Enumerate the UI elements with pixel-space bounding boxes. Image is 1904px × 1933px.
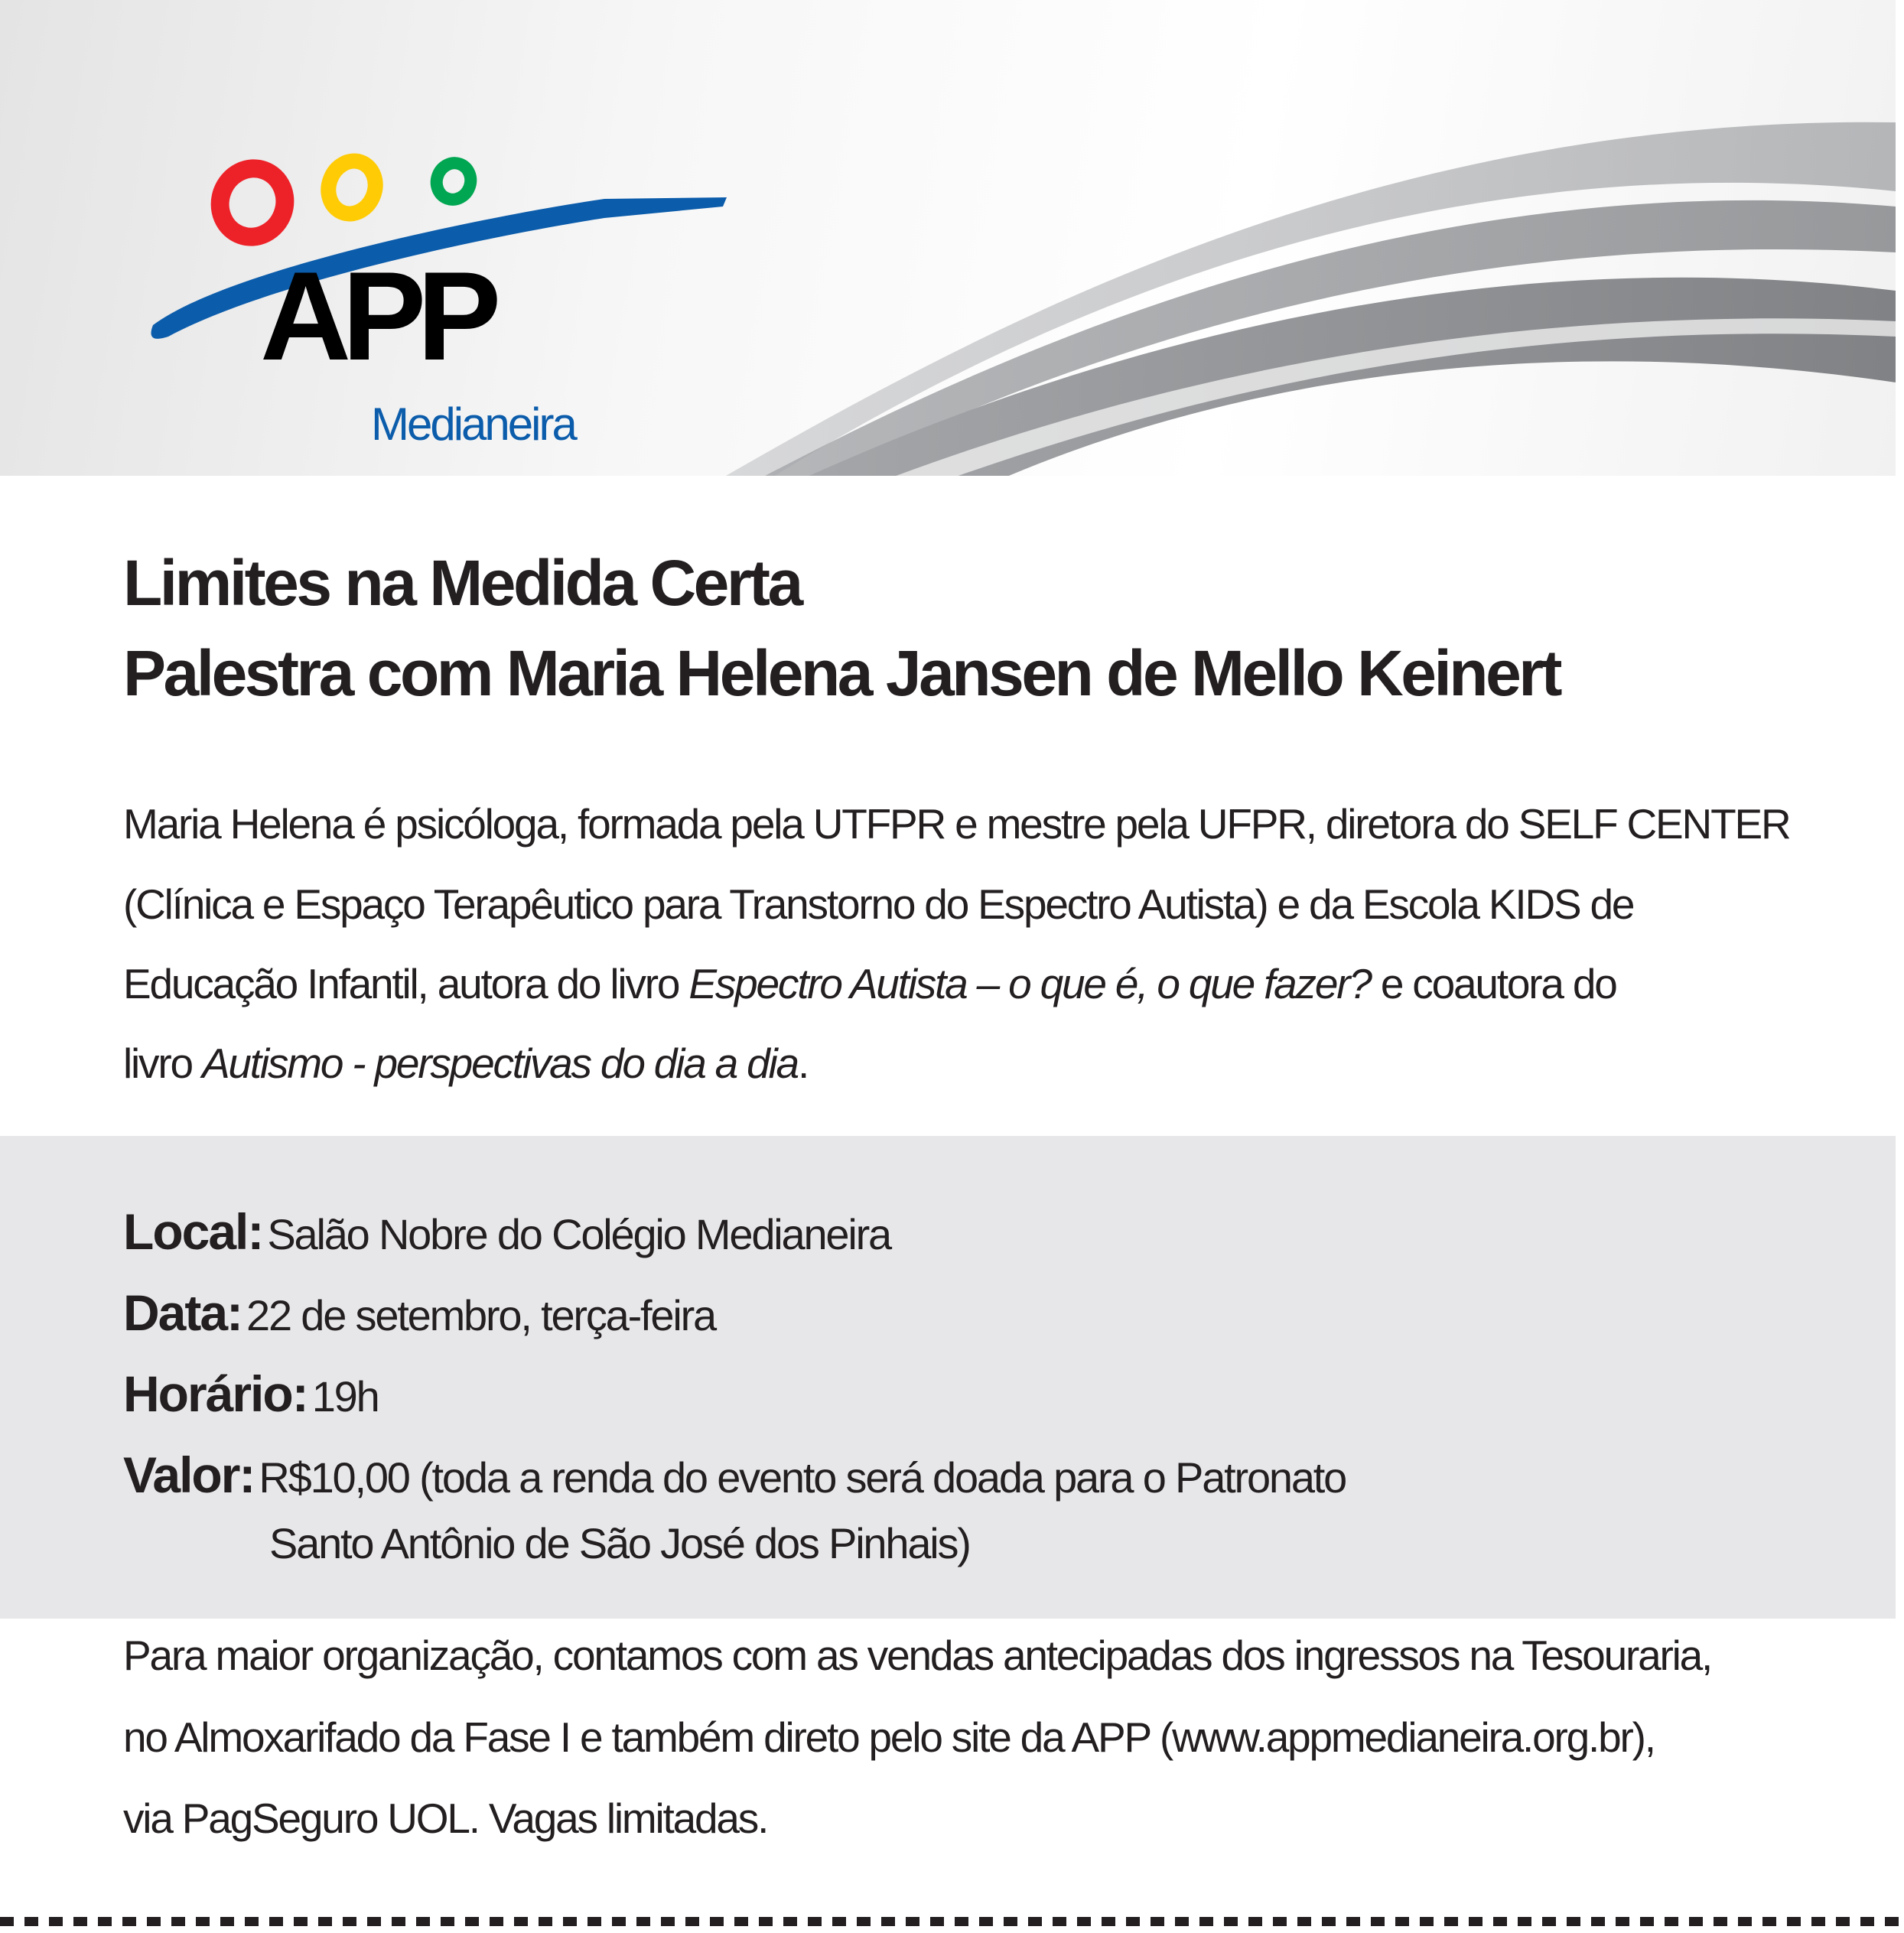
event-title: Limites na Medida Certa bbox=[123, 547, 801, 619]
detail-value: Santo Antônio de São José dos Pinhais) bbox=[269, 1519, 970, 1567]
detail-data bbox=[123, 1284, 715, 1341]
bio-text: e coautora do bbox=[1370, 960, 1616, 1007]
cut-line-divider bbox=[0, 1917, 1904, 1926]
detail-label: Data: bbox=[123, 1284, 242, 1341]
detail-valor-continued bbox=[269, 1519, 970, 1567]
book-title: Espectro Autista – o que é, o que fazer? bbox=[688, 960, 1371, 1007]
detail-label: Valor: bbox=[123, 1446, 255, 1503]
bio-text: Educação Infantil, autora do livro bbox=[123, 960, 689, 1007]
detail-label: Local: bbox=[123, 1203, 263, 1260]
bio-line: Maria Helena é psicóloga, formada pela UTFPR e mestre pela UFPR, diretora do SELF CENTER bbox=[123, 800, 1790, 848]
bio-line: (Clínica e Espaço Terapêutico para Transtorno do Espectro Autista) e da Escola KIDS de bbox=[123, 880, 1634, 928]
event-details-box bbox=[0, 1136, 1896, 1619]
app-medianeira-logo bbox=[115, 130, 742, 476]
detail-valor bbox=[123, 1446, 1346, 1503]
header-banner bbox=[0, 0, 1896, 476]
detail-value: R$10,00 (toda a renda do evento será doada para o Patronato bbox=[259, 1453, 1346, 1502]
bio-line bbox=[123, 960, 1616, 1007]
bio-line bbox=[123, 1040, 809, 1087]
logo-medianeira-text: Medianeira bbox=[371, 399, 575, 450]
detail-value: Salão Nobre do Colégio Medianeira bbox=[267, 1210, 890, 1258]
bio-text: livro bbox=[123, 1040, 202, 1087]
book-title: Autismo - perspectivas do dia a dia bbox=[201, 1040, 798, 1087]
footer-line: Para maior organização, contamos com as vendas antecipadas dos ingressos na Tesouraria, bbox=[123, 1632, 1712, 1679]
footer-line: via PagSeguro UOL. Vagas limitadas. bbox=[123, 1795, 768, 1842]
logo-app-text: APP bbox=[260, 246, 493, 386]
event-subtitle: Palestra com Maria Helena Jansen de Mello Keinert bbox=[123, 637, 1560, 709]
detail-label: Horário: bbox=[123, 1365, 308, 1422]
detail-value: 19h bbox=[311, 1372, 379, 1420]
detail-value: 22 de setembro, terça-feira bbox=[246, 1291, 715, 1339]
detail-horario bbox=[123, 1365, 379, 1422]
detail-local bbox=[123, 1203, 890, 1260]
footer-line: no Almoxarifado da Fase I e também direto pelo site da APP (www.appmedianeira.org.br), bbox=[123, 1713, 1655, 1761]
bio-text: . bbox=[797, 1040, 809, 1087]
